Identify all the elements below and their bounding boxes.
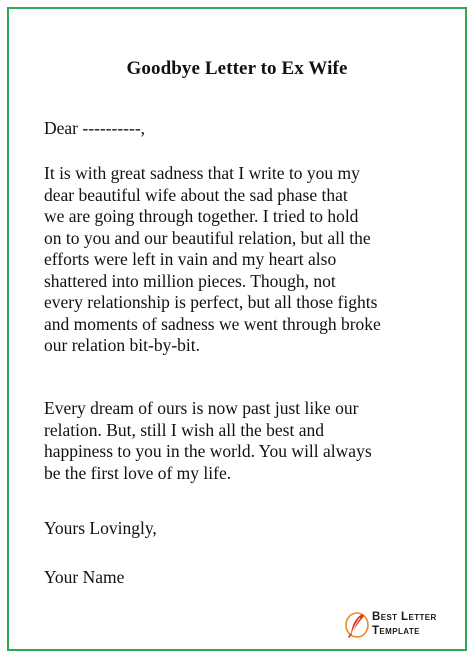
- paragraph-line: our relation bit-by-bit.: [44, 335, 201, 355]
- brand-line-1: Best Letter: [372, 611, 437, 623]
- salutation: Dear ----------,: [44, 118, 146, 138]
- brand-logo: [344, 607, 456, 643]
- brand-name: [372, 610, 437, 638]
- paragraph-line: It is with great sadness that I write to you my: [44, 163, 360, 183]
- quill-pen-icon: [344, 609, 370, 639]
- signature-name: Your Name: [44, 567, 125, 587]
- paragraph-line: on to you and our beautiful relation, but all the: [44, 227, 371, 248]
- body-paragraph-1: [44, 163, 464, 357]
- paragraph-line: we are going through together. I tried to hold: [44, 206, 359, 226]
- letter-title: Goodbye Letter to Ex Wife: [126, 58, 348, 79]
- brand-line-2: Template: [372, 625, 420, 637]
- closing: Yours Lovingly,: [44, 518, 157, 538]
- paragraph-line: and moments of sadness we went through broke: [44, 313, 381, 334]
- body-paragraph-2: [44, 398, 464, 484]
- paragraph-line: every relationship is perfect, but all those fights: [44, 292, 378, 312]
- paragraph-line: be the first love of my life.: [44, 462, 232, 483]
- paragraph-line: dear beautiful wife about the sad phase that: [44, 184, 348, 205]
- paragraph-line: Every dream of ours is now past just like our: [44, 398, 359, 418]
- paragraph-line: relation. But, still I wish all the best and: [44, 419, 324, 440]
- paragraph-line: happiness to you in the world. You will always: [44, 441, 372, 461]
- paragraph-line: shattered into million pieces. Though, not: [44, 270, 336, 291]
- paragraph-line: efforts were left in vain and my heart also: [44, 249, 337, 269]
